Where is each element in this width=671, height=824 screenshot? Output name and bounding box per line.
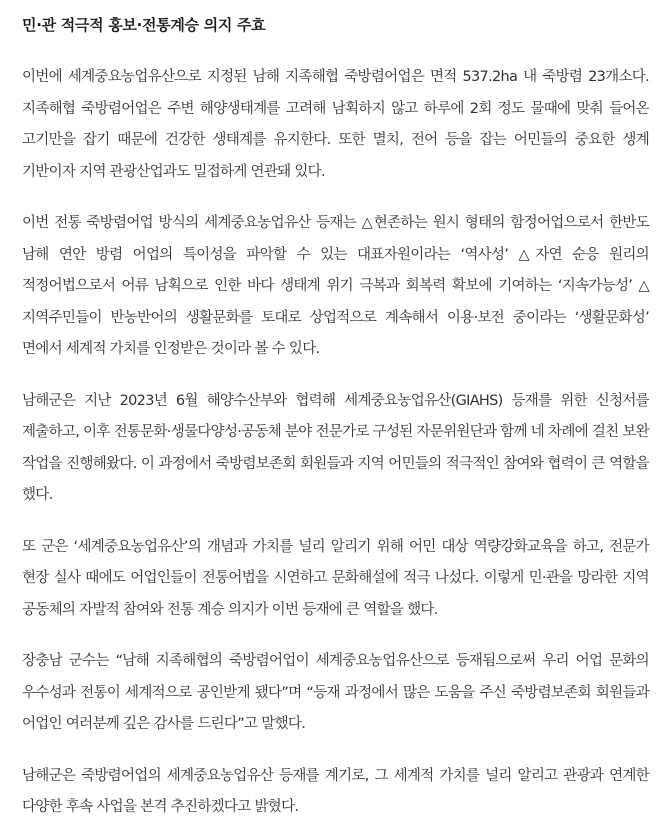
article-paragraph-3: 남해군은 지난 2023년 6월 해양수산부와 협력해 세계중요농업유산(GIAHS) 등재를 위한 신청서를 제출하고, 이후 전통문화·생물다양성·공동체 분야 전문가로 구성된 자문위원단과 함께 네 차례에 걸친 보완 작업을 진행해왔다. 이 과정에서 죽방렴보존회 회원들과 지역 어민들의 적극적인 참여와 협력이 큰 역할을 했다.	[22, 392, 649, 503]
article-subheading: 민·관 적극적 홍보·전통계승 의지 주효	[22, 16, 266, 34]
article-paragraph-2: 이번 전통 죽방렴어업 방식의 세계중요농업유산 등재는 △현존하는 원시 형태의 함정어업으로서 한반도 남해 연안 방렴 어업의 특이성을 파악할 수 있는 대표자원이라는 ‘역사성’ △자연 순응 원리의 적정어법으로서 어류 남획으로 인한 바다 생태계 위기 극복과 회복력 확보에 기여하는 ‘지속가능성’ △지역주민들이 반농반어의 생활문화를 토대로 상업적으로 계속해서 이용·보전 중이라는 ‘생활문화성’ 면에서 세계적 가치를 인정받은 것이라 볼 수 있다.	[22, 215, 649, 357]
article-paragraph-5: 장충남 군수는 “남해 지족해협의 죽방렴어업이 세계중요농업유산으로 등재됨으로써 우리 어업 문화의 우수성과 전통이 세계적으로 공인받게 됐다”며 “등재 과정에서 많은 도움을 주신 죽방렴보존회 회원들과 어업인 여러분께 깊은 감사를 드린다”고 말했다.	[22, 653, 649, 732]
article-paragraph-1: 이번에 세계중요농업유산으로 지정된 남해 지족해협 죽방렴어업은 면적 537.2ha 내 죽방렴 23개소다. 지족해협 죽방렴어업은 주변 해양생태계를 고려해 남획하지 않고 하루에 2회 정도 물때에 맞춰 들어온 고기만을 잡기 때문에 건강한 생태계를 유지한다. 또한 멸치, 전어 등을 잡는 어민들의 중요한 생계 기반이자 지역 관광산업과도 밀접하게 연관돼 있다.	[22, 69, 649, 180]
article-paragraph-6: 남해군은 죽방렴어업의 세계중요농업유산 등재를 계기로, 그 세계적 가치를 널리 알리고 관광과 연계한 다양한 후속 사업을 본격 추진하겠다고 밝혔다.	[22, 767, 649, 815]
article-paragraph-4: 또 군은 ‘세계중요농업유산’의 개념과 가치를 널리 알리기 위해 어민 대상 역량강화교육을 하고, 전문가 현장 실사 때에도 어업인들이 전통어법을 시연하고 문화해설에 적극 나섰다. 이렇게 민·관을 망라한 지역 공동체의 자발적 참여와 전통 계승 의지가 이번 등재에 큰 역할을 했다.	[22, 538, 649, 618]
